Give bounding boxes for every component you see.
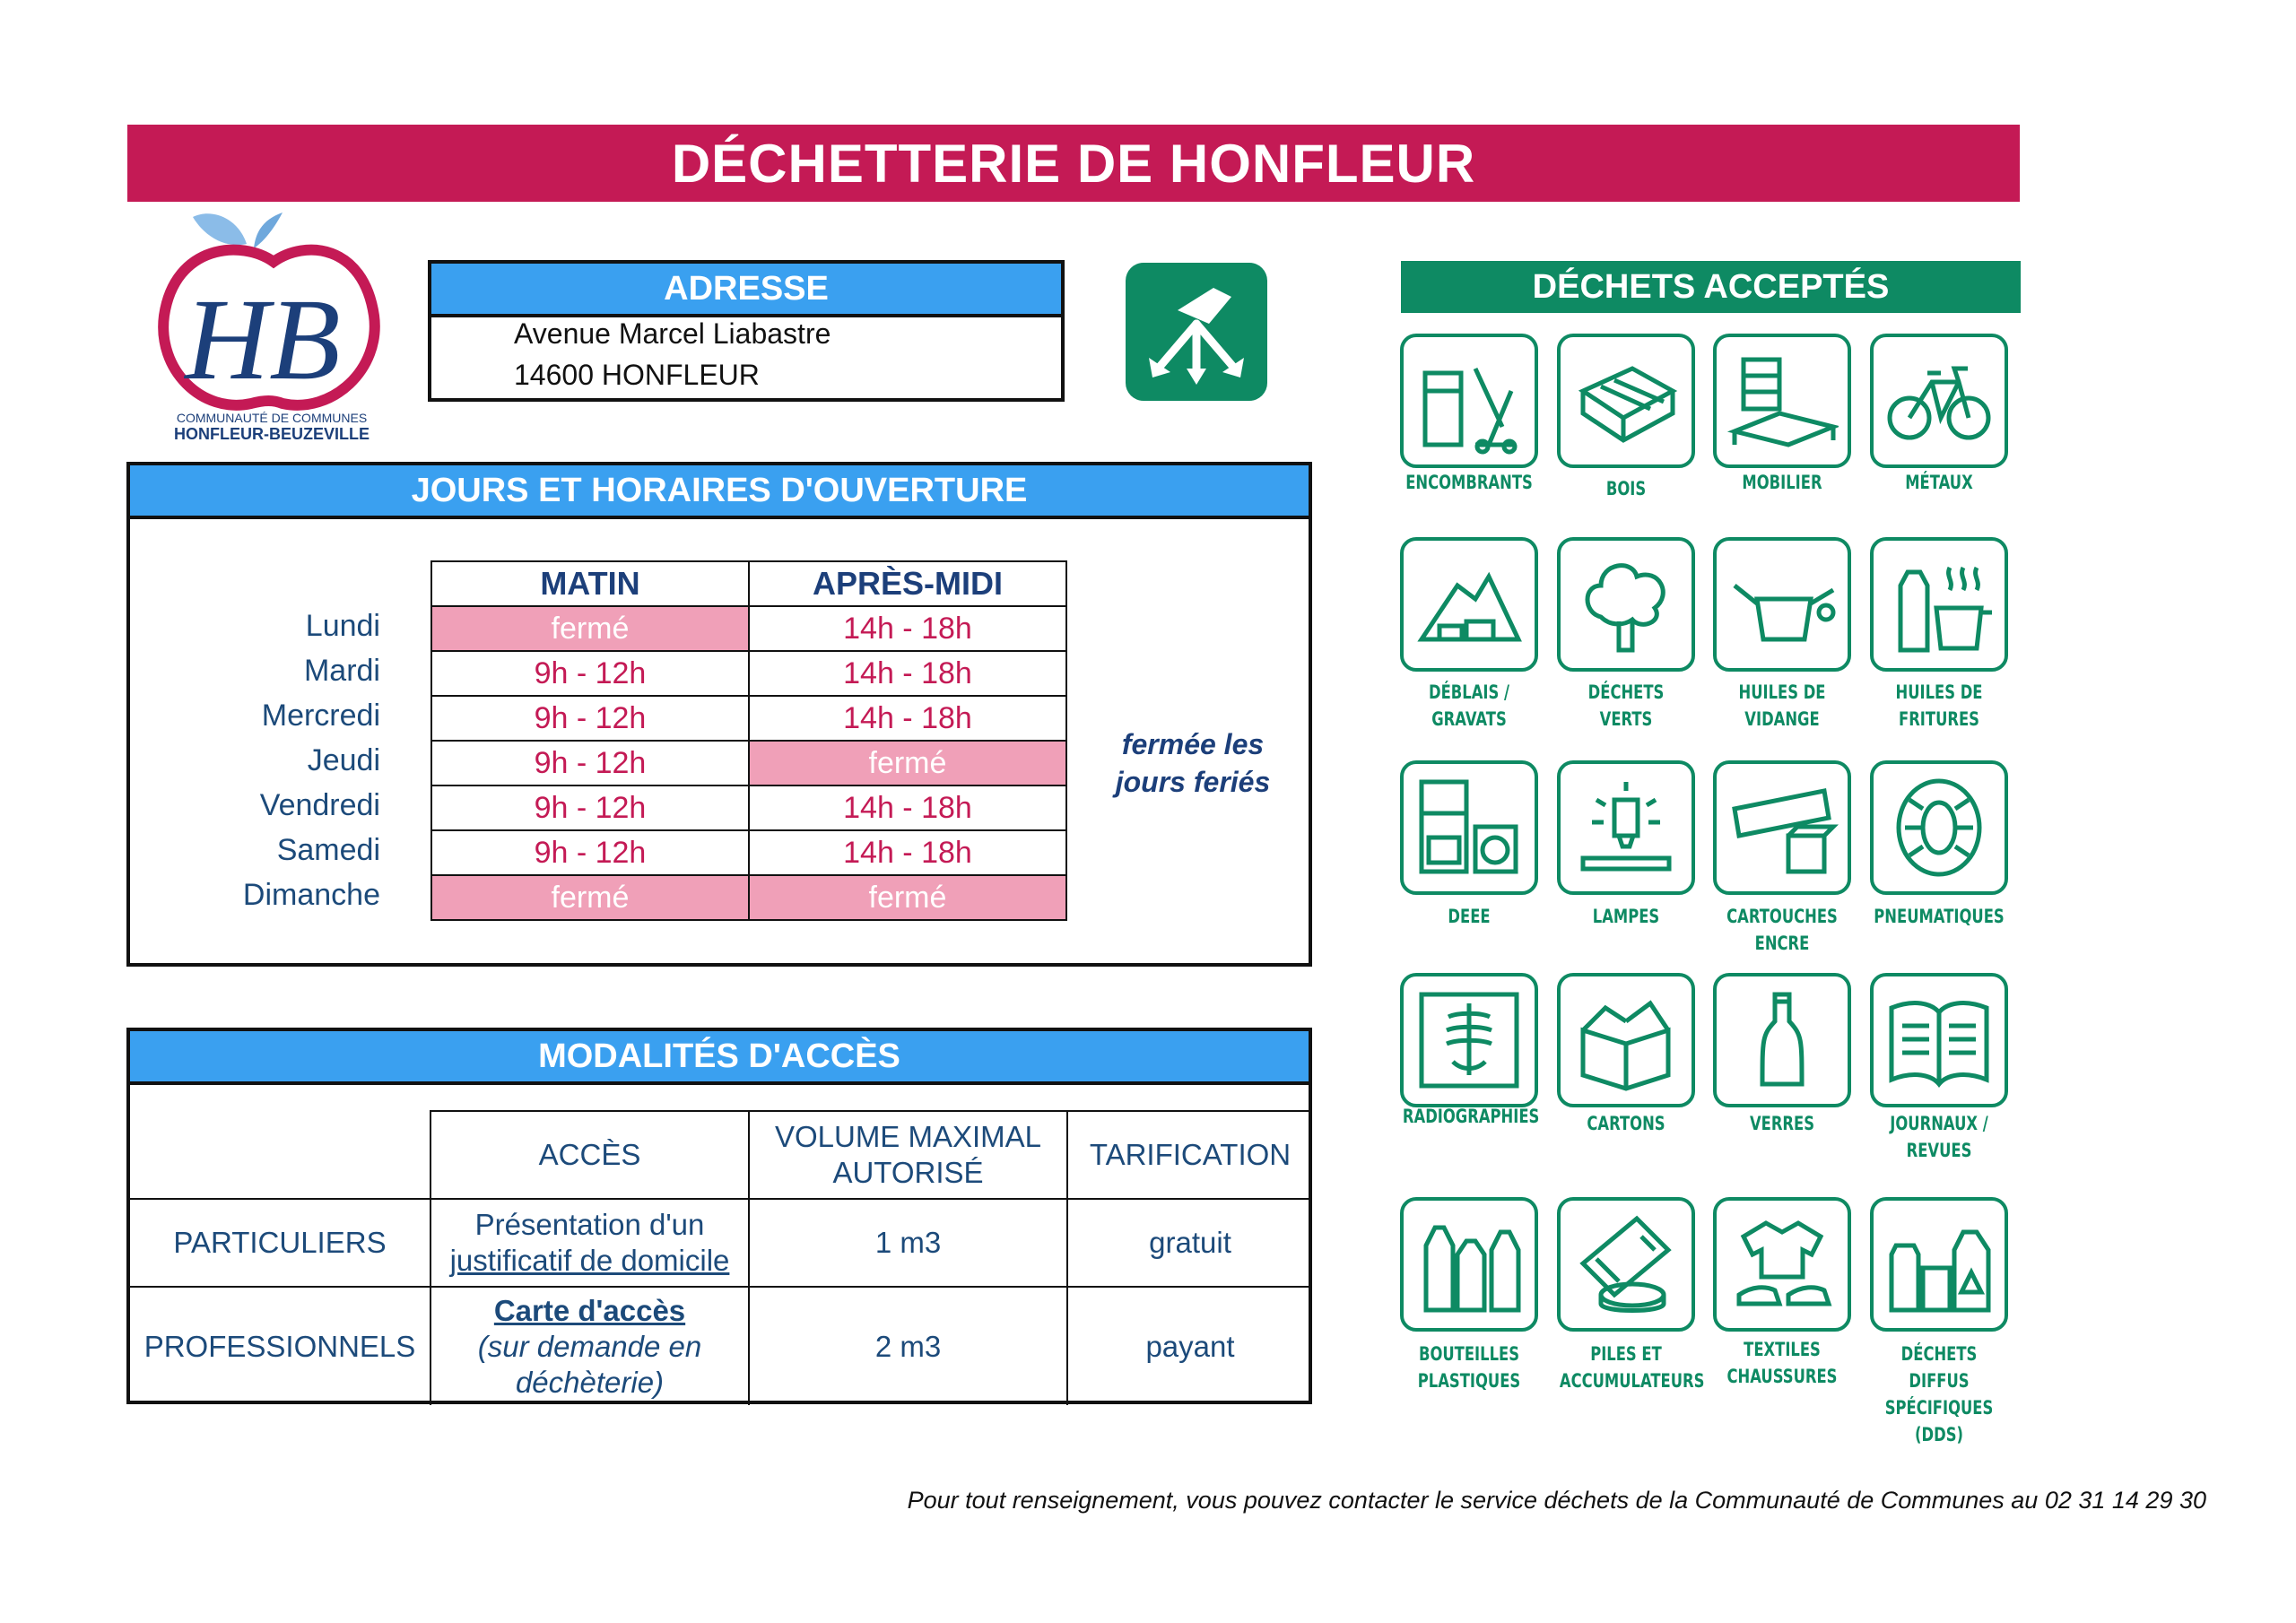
access-header-row: [130, 1111, 1312, 1199]
tire-icon: [1870, 760, 2008, 895]
waste-label-line-2: SPÉCIFIQUES (DDS): [1884, 1397, 1994, 1445]
waste-label: BOIS: [1605, 478, 1647, 499]
hours-row: [431, 651, 1066, 696]
day-label-samedi: Samedi: [276, 833, 380, 867]
logo-line-2: HONFLEUR-BEUZEVILLE: [174, 425, 370, 443]
oil-can-icon: [1713, 537, 1851, 672]
xray-icon: [1400, 973, 1538, 1107]
hours-table-header-row: [431, 561, 1066, 606]
hours-row: [431, 875, 1066, 920]
hours-cell: 9h - 12h: [431, 651, 749, 696]
waste-label: [1403, 1341, 1535, 1394]
recycling-center-icon: [1124, 261, 1269, 403]
hours-cell: 9h - 12h: [431, 830, 749, 875]
waste-label: JOURNAUX / REVUES: [1890, 1113, 1988, 1161]
access-row-particuliers: [130, 1199, 1312, 1287]
waste-label: PNEUMATIQUES: [1874, 906, 2005, 927]
row-label-particuliers: PARTICULIERS: [130, 1199, 430, 1287]
opening-hours-panel: [126, 462, 1312, 967]
wood-pallet-icon: [1557, 334, 1695, 468]
address-street: Avenue Marcel Liabastre: [514, 317, 831, 350]
address-box: [428, 260, 1065, 402]
day-label-mercredi: Mercredi: [261, 699, 380, 733]
hours-cell: 14h - 18h: [749, 785, 1066, 830]
contact-footer: Pour tout renseignement, vous pouvez contacter le service déchets de la Communauté de Communes au 02 31 14 29 30: [907, 1487, 2206, 1514]
price-cell-particuliers: gratuit: [1067, 1199, 1312, 1287]
waste-label-line-1: BOUTEILLES: [1418, 1343, 1520, 1365]
access-header: MODALITÉS D'ACCÈS: [130, 1031, 1309, 1085]
hours-row: [431, 830, 1066, 875]
access-card-link[interactable]: Carte d'accès: [493, 1293, 686, 1327]
waste-label: HUILES DE VIDANGE: [1738, 681, 1826, 730]
hours-cell: 9h - 12h: [431, 785, 749, 830]
address-city: 14600 HONFLEUR: [514, 359, 760, 391]
hours-cell: fermé: [431, 606, 749, 651]
column-header-price: TARIFICATION: [1067, 1111, 1312, 1199]
hours-cell: 14h - 18h: [749, 651, 1066, 696]
batteries-icon: [1557, 1197, 1695, 1332]
row-label-professionnels: PROFESSIONNELS: [130, 1287, 430, 1405]
waste-label: DÉBLAIS / GRAVATS: [1429, 681, 1509, 730]
waste-label: [1716, 1336, 1848, 1390]
waste-label: CARTONS: [1587, 1113, 1665, 1134]
column-header-volume: [749, 1111, 1067, 1199]
volume-cell-particuliers: 1 m3: [749, 1199, 1067, 1287]
waste-label-line-2: CHAUSSURES: [1726, 1366, 1838, 1387]
access-professionnels-line-2: (sur demande en: [477, 1329, 702, 1363]
hours-cell: 9h - 12h: [431, 741, 749, 785]
waste-label-line-1: PILES ET: [1590, 1343, 1662, 1365]
address-header: ADRESSE: [431, 264, 1061, 317]
appliances-icon: [1400, 760, 1538, 895]
cardboard-box-icon: [1557, 973, 1695, 1107]
waste-label: ENCOMBRANTS: [1405, 472, 1533, 493]
frying-oil-icon: [1870, 537, 2008, 672]
column-header-afternoon: APRÈS-MIDI: [749, 561, 1066, 606]
column-header-access: ACCÈS: [430, 1111, 749, 1199]
price-cell-professionnels: payant: [1067, 1287, 1312, 1405]
lamp-icon: [1557, 760, 1695, 895]
access-panel: [126, 1028, 1312, 1404]
day-label-dimanche: Dimanche: [242, 878, 380, 912]
waste-label: [1559, 1341, 1705, 1394]
logo-line-1: COMMUNAUTÉ DE COMMUNES: [176, 411, 368, 425]
waste-label: DEEE: [1448, 906, 1491, 927]
plastic-bottles-icon: [1400, 1197, 1538, 1332]
apple-logo-icon: [157, 208, 390, 414]
column-header-morning: MATIN: [431, 561, 749, 606]
volume-header-line-1: VOLUME MAXIMAL: [774, 1120, 1042, 1153]
day-label-lundi: Lundi: [305, 609, 380, 643]
waste-label-line-1: TEXTILES: [1744, 1339, 1821, 1360]
tree-icon: [1557, 537, 1695, 672]
hours-table: [430, 560, 1067, 921]
blank-cell: [130, 1111, 430, 1199]
logo: [157, 208, 390, 452]
accepted-waste-title: DÉCHETS ACCEPTÉS: [1532, 267, 1890, 306]
hours-row: [431, 696, 1066, 741]
access-professionnels-line-3: déchèterie): [515, 1365, 665, 1399]
access-cell-particuliers: [430, 1199, 749, 1287]
waste-label: LAMPES: [1592, 906, 1660, 927]
bicycle-icon: [1870, 334, 2008, 468]
hours-header: JOURS ET HORAIRES D'OUVERTURE: [130, 465, 1309, 519]
waste-label: CARTOUCHES ENCRE: [1726, 906, 1838, 954]
access-row-professionnels: [130, 1287, 1312, 1405]
logo-monogram: HB: [185, 275, 341, 404]
hours-cell: 14h - 18h: [749, 830, 1066, 875]
waste-label: MÉTAUX: [1905, 472, 1973, 493]
ink-cartridge-icon: [1713, 760, 1851, 895]
holiday-note: [1090, 725, 1296, 801]
bulky-items-icon: [1400, 334, 1538, 468]
waste-label-line-2: PLASTIQUES: [1417, 1370, 1521, 1392]
waste-label-line-1: DÉCHETS DIFFUS: [1900, 1343, 1978, 1392]
page-title: DÉCHETTERIE DE HONFLEUR: [671, 133, 1476, 194]
waste-label: VERRES: [1749, 1113, 1815, 1134]
waste-label: RADIOGRAPHIES: [1402, 1106, 1540, 1127]
access-table: [130, 1110, 1312, 1405]
day-label-mardi: Mardi: [303, 654, 380, 688]
hours-cell: fermé: [431, 875, 749, 920]
waste-label: HUILES DE FRITURES: [1895, 681, 1983, 730]
access-cell-professionnels: [430, 1287, 749, 1405]
hours-cell: fermé: [749, 875, 1066, 920]
title-banner: [127, 125, 2020, 202]
proof-of-address-link[interactable]: justificatif de domicile: [449, 1244, 730, 1277]
hours-cell: 9h - 12h: [431, 696, 749, 741]
waste-label: DÉCHETS VERTS: [1587, 681, 1665, 730]
holiday-note-line-1: fermée les: [1121, 728, 1265, 760]
furniture-icon: [1713, 334, 1851, 468]
access-particuliers-line-1: Présentation d'un: [474, 1208, 705, 1241]
hours-cell: 14h - 18h: [749, 606, 1066, 651]
waste-label: MOBILIER: [1742, 472, 1822, 493]
accepted-waste-header: [1401, 261, 2021, 313]
volume-cell-professionnels: 2 m3: [749, 1287, 1067, 1405]
hours-cell: fermé: [749, 741, 1066, 785]
textiles-icon: [1713, 1197, 1851, 1332]
waste-label: [1873, 1341, 2005, 1448]
day-label-vendredi: Vendredi: [259, 788, 380, 822]
rubble-icon: [1400, 537, 1538, 672]
hours-row: [431, 741, 1066, 785]
volume-header-line-2: AUTORISÉ: [832, 1156, 984, 1189]
day-label-jeudi: Jeudi: [307, 743, 380, 777]
hours-row: [431, 785, 1066, 830]
hours-row: [431, 606, 1066, 651]
glass-bottle-icon: [1713, 973, 1851, 1107]
hazardous-waste-icon: [1870, 1197, 2008, 1332]
waste-label-line-2: ACCUMULATEURS: [1559, 1370, 1705, 1392]
holiday-note-line-2: jours feriés: [1115, 766, 1271, 798]
newspaper-icon: [1870, 973, 2008, 1107]
hours-cell: 14h - 18h: [749, 696, 1066, 741]
